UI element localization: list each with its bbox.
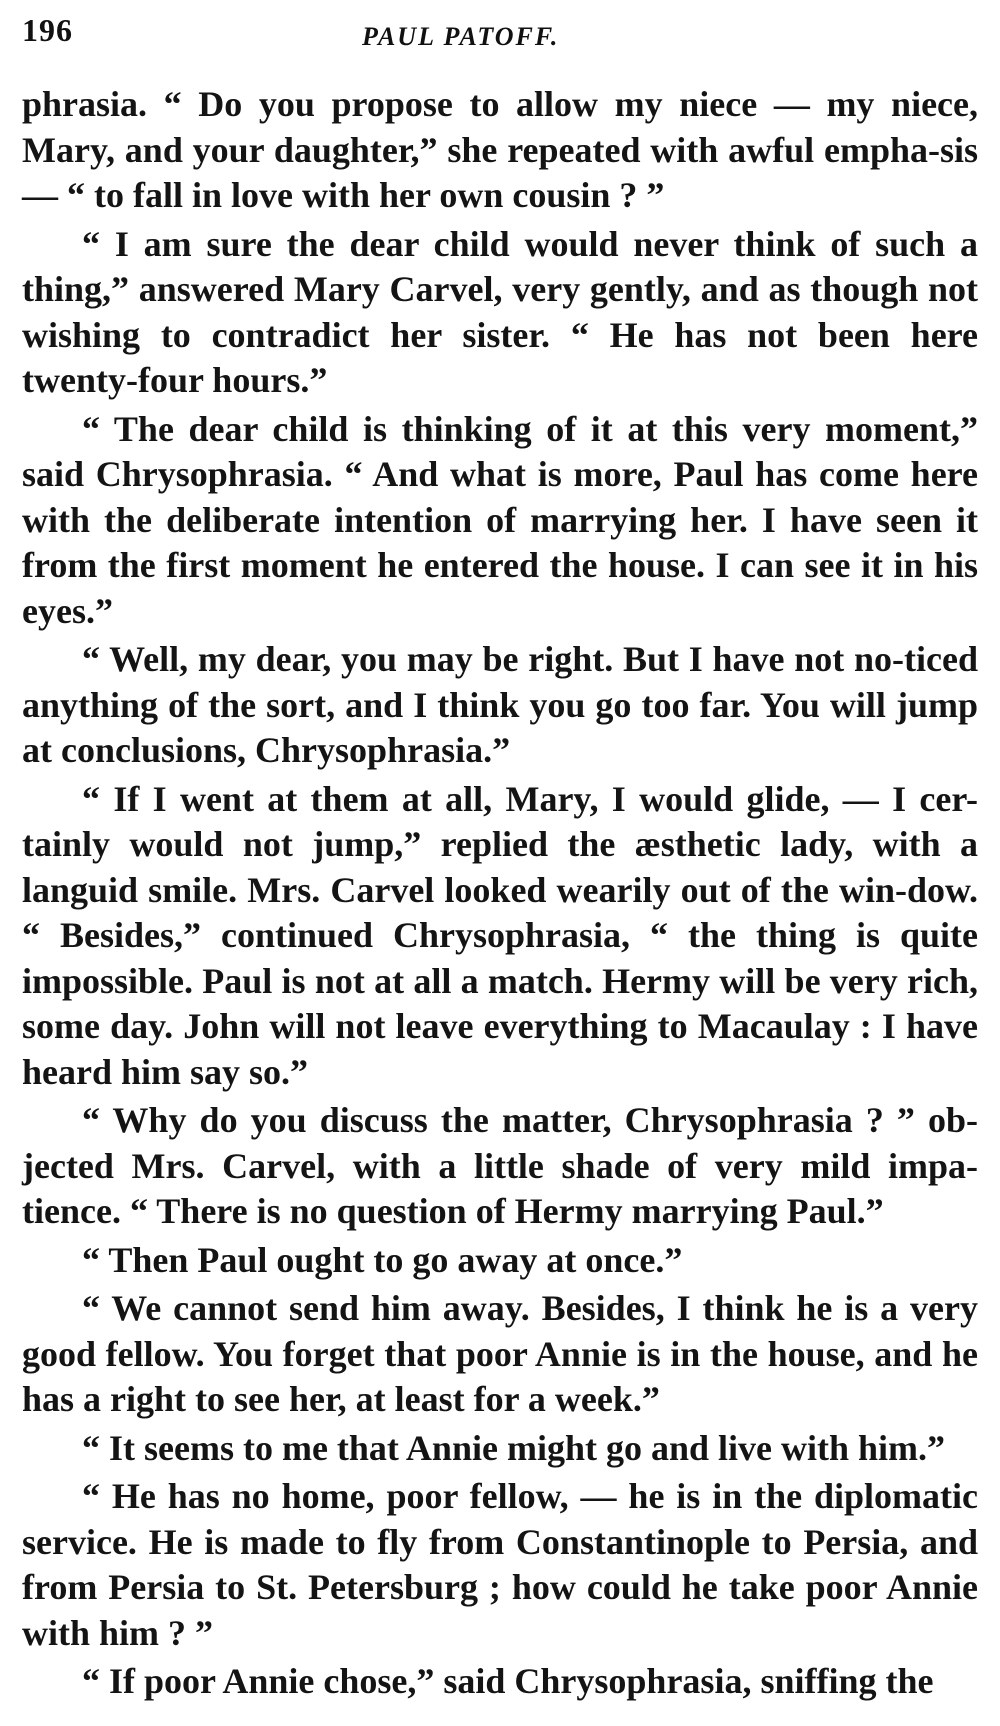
running-title: PAUL PATOFF. <box>362 22 560 51</box>
paragraph-7: “ Then Paul ought to go away at once.” <box>82 1239 683 1280</box>
paragraph-10: “ He has no home, poor fellow, — he is in the diplomatic service. He is made to fly from Constantinople to Persia, and from Persia to St. Petersburg ; how could he take poor Annie with him ? ” <box>22 1476 978 1653</box>
paragraph-11: “ If poor Annie chose,” said Chrysophrasia, sniffing the <box>82 1661 934 1701</box>
running-head <box>22 10 978 82</box>
page-number: 196 <box>22 12 73 48</box>
paragraph-4: “ Well, my dear, you may be right. But I have not no-ticed anything of the sort, and I think you go too far. You will jump at conclusions, Chrysophrasia.” <box>22 639 978 770</box>
paragraph-1: phrasia. “ Do you propose to allow my niece — my niece, Mary, and your daughter,” she repeated with awful empha-sis — “ to fall in love with her own cousin ? ” <box>22 84 978 215</box>
paragraph-3: “ The dear child is thinking of it at this very moment,” said Chrysophrasia. “ And what is more, Paul has come here with the deliberate intention of marrying her. I have seen it from the first moment he entered the house. I can see it in his eyes.” <box>22 408 978 631</box>
paragraph-6: “ Why do you discuss the matter, Chrysophrasia ? ” ob-jected Mrs. Carvel, with a little shade of very mild impa-tience. “ There is no question of Hermy marrying Paul.” <box>22 1100 978 1231</box>
paragraph-9: “ It seems to me that Annie might go and live with him.” <box>82 1427 945 1468</box>
paragraph-2: “ I am sure the dear child would never think of such a thing,” answered Mary Carvel, very gently, and as though not wishing to contradict her sister. “ He has not been here twenty-four hours.” <box>22 223 978 400</box>
paragraph-5: “ If I went at them at all, Mary, I would glide, — I cer-tainly would not jump,” replied the æsthetic lady, with a languid smile. Mrs. Carvel looked wearily out of the win-dow. “ Besides,” continued Chrysophrasia, “ the thing is quite impossible. Paul is not at all a match. Hermy will be very rich, some day. John will not leave everything to Macaulay : I have heard him say so.” <box>22 778 978 1092</box>
body-text <box>22 82 978 1705</box>
paragraph-8: “ We cannot send him away. Besides, I think he is a very good fellow. You forget that poor Annie is in the house, and he has a right to see her, at least for a week.” <box>22 1288 978 1419</box>
